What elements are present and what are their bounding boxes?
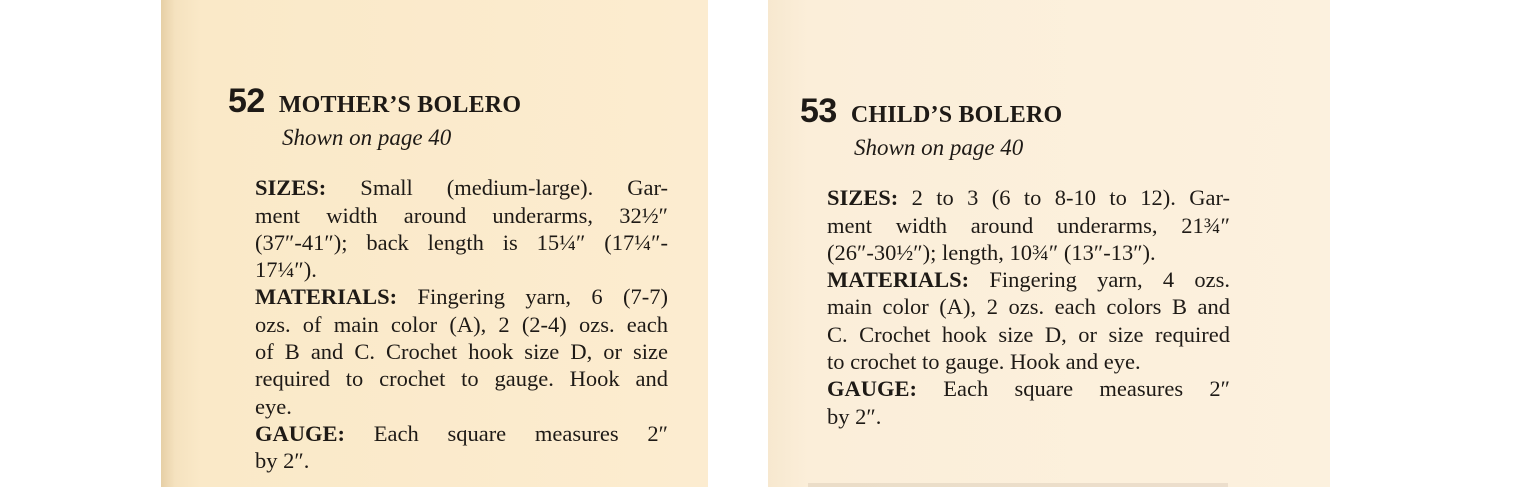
pattern-title: CHILD’S BOLERO bbox=[850, 102, 1063, 128]
materials-text-line: main color (A), 2 ozs. each colors B and bbox=[827, 294, 1230, 320]
pattern-page-left bbox=[161, 0, 708, 487]
gauge-text-line: by 2″. bbox=[255, 448, 310, 474]
pattern-page-right bbox=[768, 0, 1330, 487]
sizes-text-line: Small (medium-large). Gar- bbox=[326, 175, 668, 201]
pattern-number: 53 bbox=[800, 92, 837, 130]
sizes-paragraph bbox=[800, 184, 1230, 266]
sizes-text-line: ment width around underarms, 21¾″ bbox=[827, 212, 1230, 238]
materials-text-line: Fingering yarn, 4 ozs. bbox=[969, 267, 1230, 293]
pattern-title: MOTHER’S BOLERO bbox=[278, 92, 522, 118]
sizes-paragraph bbox=[228, 174, 668, 283]
sizes-text-line: (37″-41″); back length is 15¼″ (17¼″- bbox=[255, 229, 668, 255]
pattern-53-block bbox=[800, 92, 1230, 430]
pattern-52-block bbox=[228, 82, 668, 475]
materials-text-line: required to crochet to gauge. Hook and bbox=[255, 366, 668, 392]
sizes-text-line: 2 to 3 (6 to 8-10 to 12). Gar- bbox=[898, 185, 1230, 211]
materials-label: MATERIALS: bbox=[827, 267, 970, 293]
sizes-label: SIZES: bbox=[827, 185, 899, 211]
gauge-paragraph bbox=[800, 375, 1230, 430]
pattern-heading bbox=[800, 92, 1230, 130]
materials-text-line: eye. bbox=[255, 393, 292, 419]
shown-on-page-note: Shown on page 40 bbox=[854, 135, 1024, 160]
materials-label: MATERIALS: bbox=[255, 284, 398, 310]
materials-text-line: Fingering yarn, 6 (7-7) bbox=[397, 284, 668, 310]
materials-paragraph bbox=[800, 266, 1230, 375]
gauge-label: GAUGE: bbox=[827, 376, 917, 402]
sizes-label: SIZES: bbox=[255, 175, 327, 201]
gauge-paragraph bbox=[228, 420, 668, 475]
gauge-label: GAUGE: bbox=[255, 420, 345, 446]
gauge-text-line: Each square measures 2″ bbox=[917, 376, 1230, 402]
shown-on-page-note: Shown on page 40 bbox=[282, 125, 452, 150]
materials-text-line: ozs. of main color (A), 2 (2-4) ozs. each bbox=[255, 311, 668, 337]
pattern-number: 52 bbox=[228, 82, 265, 120]
pattern-heading bbox=[228, 82, 668, 120]
gauge-text-line: Each square measures 2″ bbox=[345, 420, 668, 446]
sizes-text-line: 17¼″). bbox=[255, 257, 317, 283]
faded-text-edge bbox=[808, 483, 1228, 487]
sizes-text-line: ment width around underarms, 32½″ bbox=[255, 202, 668, 228]
materials-text-line: of B and C. Crochet hook size D, or size bbox=[255, 339, 668, 365]
materials-text-line: C. Crochet hook size D, or size required bbox=[827, 321, 1230, 347]
sizes-text-line: (26″-30½″); length, 10¾″ (13″-13″). bbox=[827, 239, 1156, 265]
gauge-text-line: by 2″. bbox=[827, 403, 882, 429]
materials-text-line: to crochet to gauge. Hook and eye. bbox=[827, 349, 1141, 375]
materials-paragraph bbox=[228, 283, 668, 419]
